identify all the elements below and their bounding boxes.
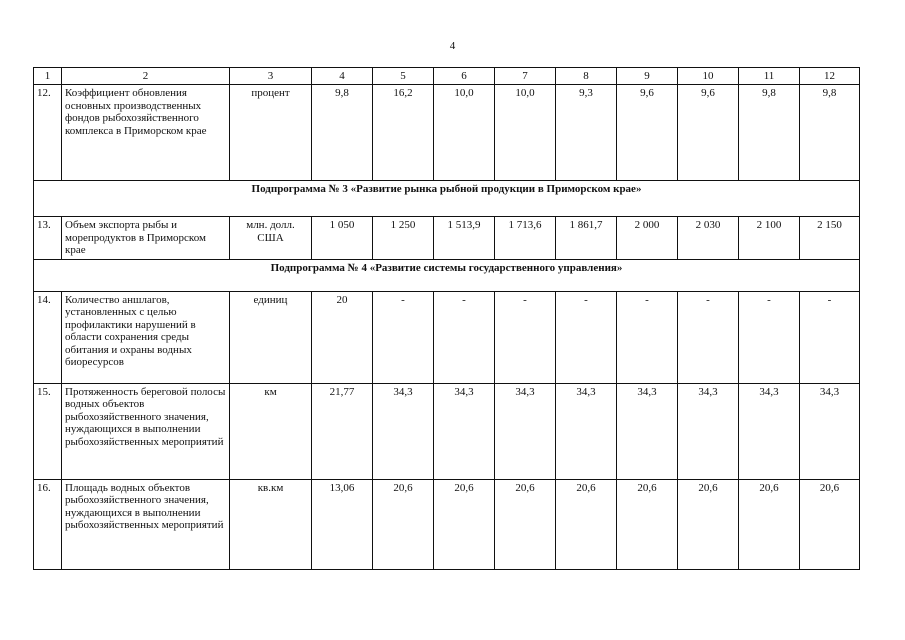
value-cell: 2 150 — [800, 217, 860, 260]
header-cell: 9 — [617, 68, 678, 85]
header-cell: 12 — [800, 68, 860, 85]
value-cell: 20 — [312, 291, 373, 383]
value-cell: 16,2 — [373, 85, 434, 181]
unit-cell: единиц — [230, 291, 312, 383]
value-cell: 9,6 — [617, 85, 678, 181]
value-cell: 34,3 — [373, 383, 434, 479]
value-cell: 9,8 — [312, 85, 373, 181]
value-cell: 20,6 — [495, 479, 556, 569]
header-cell: 8 — [556, 68, 617, 85]
value-cell: 34,3 — [617, 383, 678, 479]
table-row — [34, 85, 860, 181]
table-row — [34, 383, 860, 479]
value-cell: 2 030 — [678, 217, 739, 260]
value-cell: 9,3 — [556, 85, 617, 181]
value-cell: 1 250 — [373, 217, 434, 260]
value-cell: 1 713,6 — [495, 217, 556, 260]
row-number: 13. — [34, 217, 62, 260]
header-cell: 11 — [739, 68, 800, 85]
row-number: 16. — [34, 479, 62, 569]
value-cell: 9,8 — [800, 85, 860, 181]
row-number: 14. — [34, 291, 62, 383]
section-title: Подпрограмма № 4 «Развитие системы государственного управления» — [34, 259, 860, 291]
header-cell: 6 — [434, 68, 495, 85]
indicator-name: Количество аншлагов, установленных с целью профилактики нарушений в области сохранения среды обитания и охраны водных биоресурсов — [62, 291, 230, 383]
value-cell: 2 100 — [739, 217, 800, 260]
value-cell: 1 513,9 — [434, 217, 495, 260]
value-cell: 34,3 — [556, 383, 617, 479]
value-cell: - — [739, 291, 800, 383]
header-cell: 2 — [62, 68, 230, 85]
header-cell: 10 — [678, 68, 739, 85]
value-cell: 20,6 — [739, 479, 800, 569]
unit-cell: процент — [230, 85, 312, 181]
value-cell: 34,3 — [800, 383, 860, 479]
indicator-name: Объем экспорта рыбы и морепродуктов в Приморском крае — [62, 217, 230, 260]
value-cell: 13,06 — [312, 479, 373, 569]
value-cell: - — [800, 291, 860, 383]
value-cell: - — [617, 291, 678, 383]
header-cell: 7 — [495, 68, 556, 85]
section-title: Подпрограмма № 3 «Развитие рынка рыбной продукции в Приморском крае» — [34, 181, 860, 217]
indicators-table — [33, 67, 860, 570]
header-cell: 5 — [373, 68, 434, 85]
value-cell: 2 000 — [617, 217, 678, 260]
value-cell: - — [495, 291, 556, 383]
value-cell: 21,77 — [312, 383, 373, 479]
value-cell: 10,0 — [495, 85, 556, 181]
value-cell: 10,0 — [434, 85, 495, 181]
value-cell: - — [434, 291, 495, 383]
unit-cell: км — [230, 383, 312, 479]
value-cell: 20,6 — [800, 479, 860, 569]
header-cell: 4 — [312, 68, 373, 85]
indicator-name: Протяженность береговой полосы водных объектов рыбохозяйственного значения, нуждающихся в выполнении рыбохозяйственных мероприятий — [62, 383, 230, 479]
value-cell: 20,6 — [678, 479, 739, 569]
value-cell: 34,3 — [495, 383, 556, 479]
value-cell: 20,6 — [373, 479, 434, 569]
table-row — [34, 217, 860, 260]
value-cell: 20,6 — [617, 479, 678, 569]
page-number: 4 — [449, 40, 456, 52]
section-row — [34, 259, 860, 291]
row-number: 15. — [34, 383, 62, 479]
header-cell: 3 — [230, 68, 312, 85]
header-row — [34, 68, 860, 85]
value-cell: 9,6 — [678, 85, 739, 181]
row-number: 12. — [34, 85, 62, 181]
header-cell: 1 — [34, 68, 62, 85]
section-row — [34, 181, 860, 217]
table-row — [34, 291, 860, 383]
indicator-name: Площадь водных объектов рыбохозяйственного значения, нуждающихся в выполнении рыбохозяйственных мероприятий — [62, 479, 230, 569]
value-cell: 9,8 — [739, 85, 800, 181]
value-cell: 20,6 — [556, 479, 617, 569]
value-cell: 1 050 — [312, 217, 373, 260]
value-cell: 20,6 — [434, 479, 495, 569]
value-cell: - — [373, 291, 434, 383]
value-cell: 34,3 — [739, 383, 800, 479]
value-cell: 34,3 — [678, 383, 739, 479]
value-cell: 34,3 — [434, 383, 495, 479]
value-cell: 1 861,7 — [556, 217, 617, 260]
table-row — [34, 479, 860, 569]
unit-cell: млн. долл. США — [230, 217, 312, 260]
indicator-name: Коэффициент обновления основных производственных фондов рыбохозяйственного комплекса в Приморском крае — [62, 85, 230, 181]
unit-cell: кв.км — [230, 479, 312, 569]
value-cell: - — [678, 291, 739, 383]
value-cell: - — [556, 291, 617, 383]
